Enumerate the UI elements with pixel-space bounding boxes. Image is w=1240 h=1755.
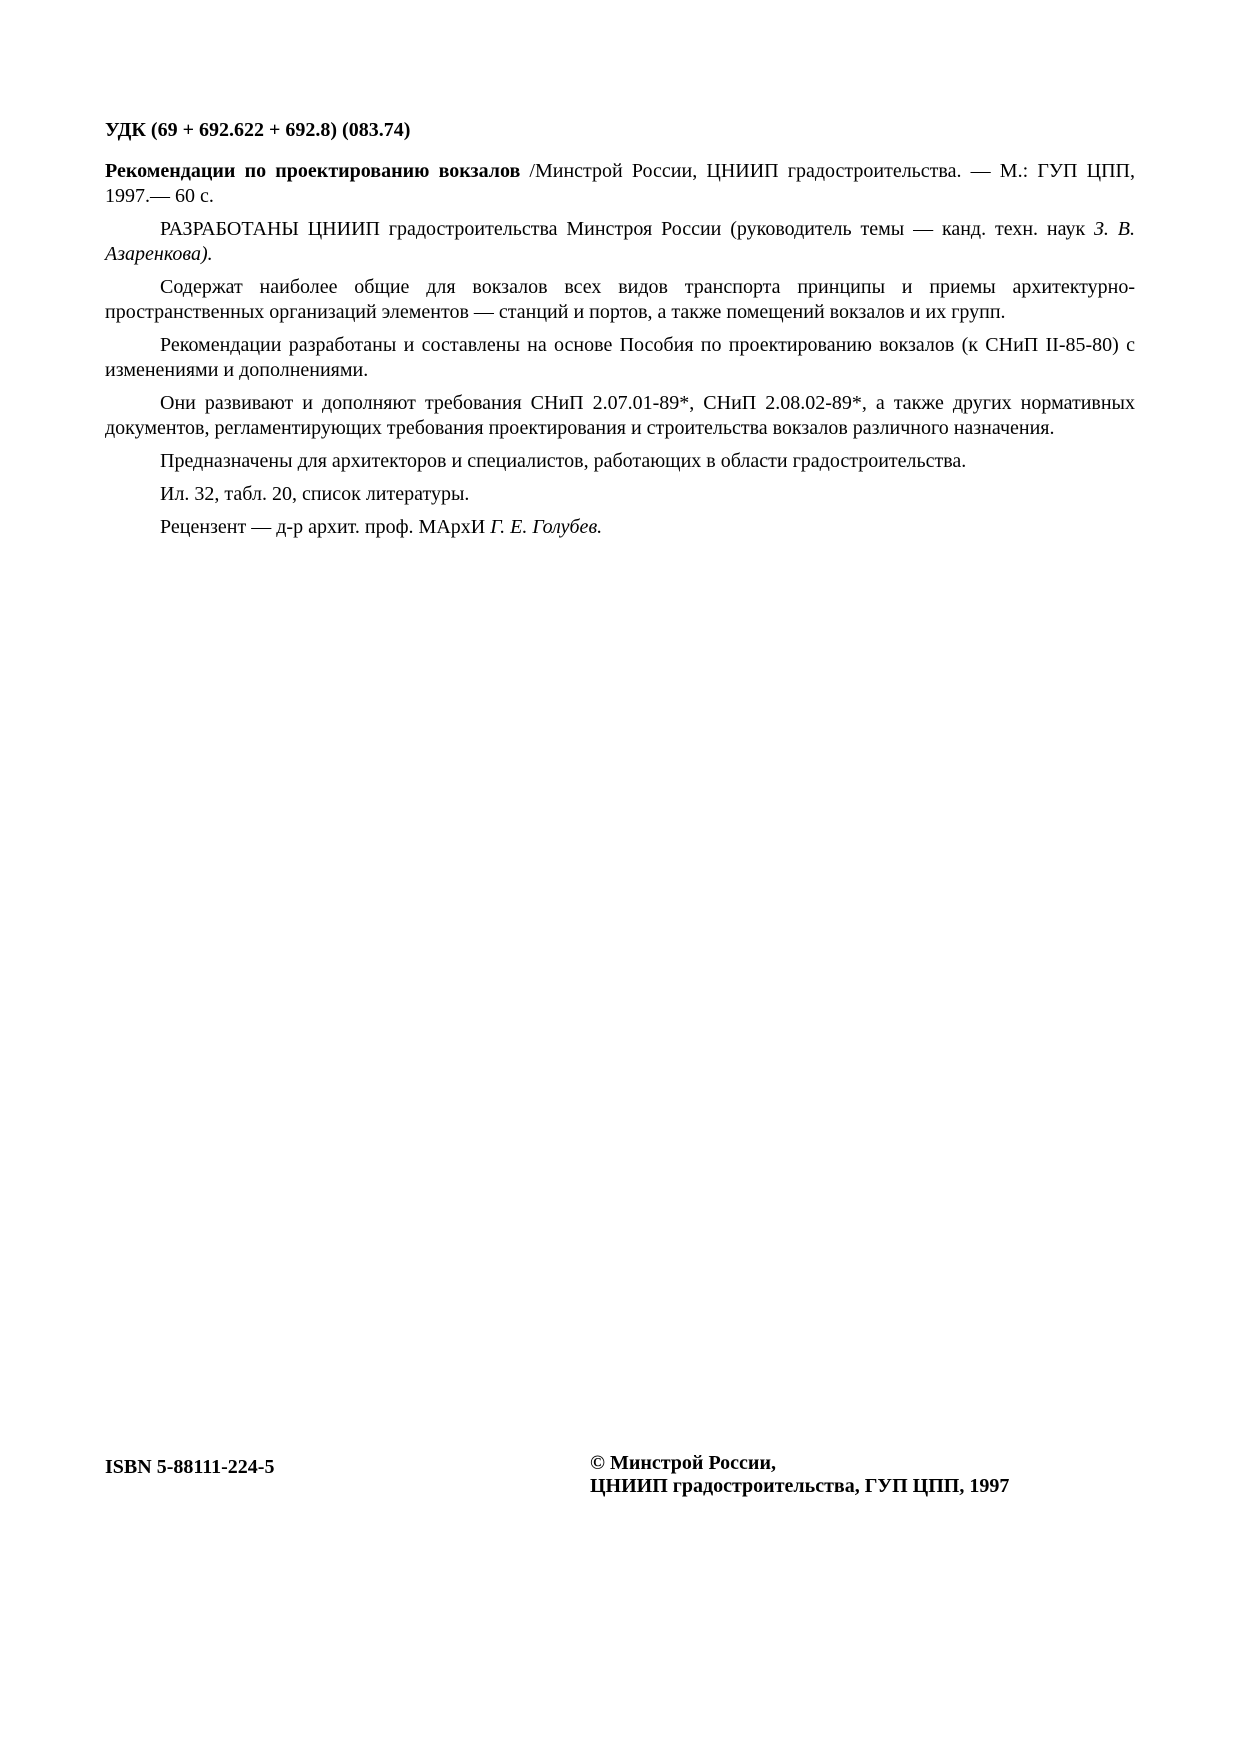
text-segment: Г. Е. Голубев. (490, 516, 603, 538)
paragraph (105, 482, 1135, 507)
text-segment: Содержат наиболее общие для вокзалов всех видов транспорта принципы и приемы архитектурно-пространственных организаций элементов — станций и портов, а также помещений вокзалов и их групп. (105, 276, 1135, 323)
text-segment: Рекомендации по проектированию вокзалов (105, 160, 521, 182)
paragraph (105, 391, 1135, 441)
copyright-line-2: ЦНИИП градостроительства, ГУП ЦПП, 1997 (590, 1475, 1010, 1497)
copyright-block (590, 1452, 1009, 1498)
text-segment: Ил. 32, табл. 20, список литературы. (160, 483, 470, 505)
paragraph (105, 515, 1135, 540)
copyright-line-1: © Минстрой России, (590, 1452, 776, 1474)
text-segment: Рекомендации разработаны и составлены на основе Пособия по проектированию вокзалов (к СНиП II-85-80) с изменениями и дополнениями. (105, 334, 1135, 381)
text-segment: Предназначены для архитекторов и специалистов, работающих в области градостроительства. (160, 450, 967, 472)
paragraph (105, 449, 1135, 474)
text-segment: РАЗРАБОТАНЫ ЦНИИП градостроительства Минстроя России (руководитель темы — канд. техн. наук (160, 218, 1095, 240)
text-segment: З. В. Азаренкова). (105, 218, 1135, 265)
text-segment: /Минстрой России, ЦНИИП градостроительства. — М.: ГУП ЦПП, 1997.— 60 с. (105, 160, 1135, 207)
paragraph (105, 333, 1135, 383)
paragraph (105, 275, 1135, 325)
page-content (105, 118, 1135, 548)
paragraph (105, 217, 1135, 267)
paragraph (105, 159, 1135, 209)
paragraphs (105, 159, 1135, 540)
udk-line: УДК (69 + 692.622 + 692.8) (083.74) (105, 119, 411, 141)
text-segment: Рецензент — д-р архит. проф. МАрхИ (160, 516, 491, 538)
page-footer (105, 1452, 1135, 1512)
isbn-number: ISBN 5-88111-224-5 (105, 1456, 275, 1478)
text-segment: Они развивают и дополняют требования СНиП 2.07.01-89*, СНиП 2.08.02-89*, а также других нормативных документов, регламентирующих требования проектирования и строительства вокзалов различного назначения. (105, 392, 1135, 439)
